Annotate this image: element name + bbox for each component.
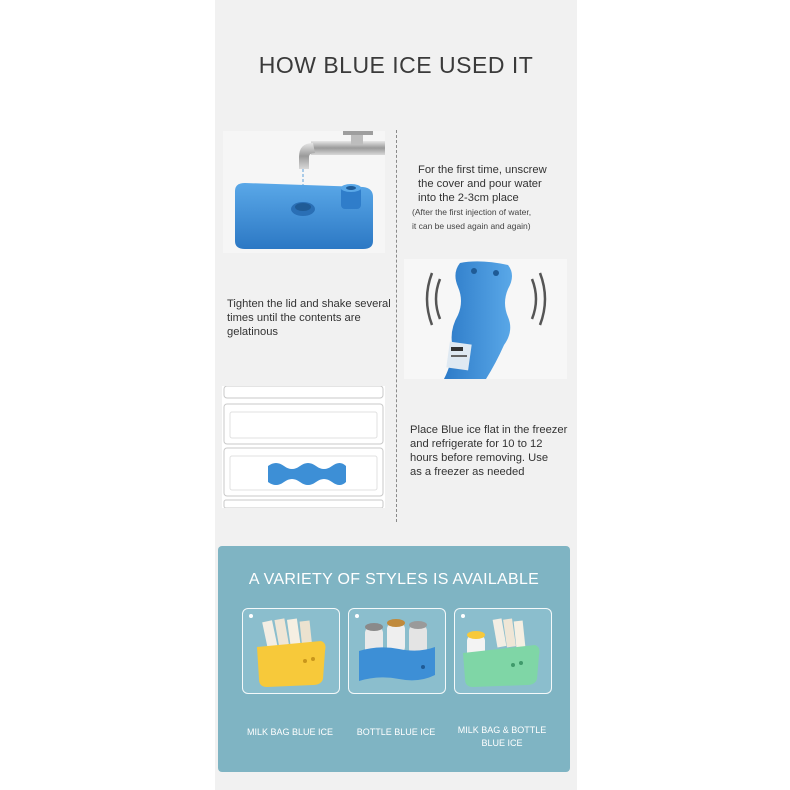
bottle-ice-icon — [349, 609, 445, 693]
variety-section — [218, 546, 570, 772]
step3-image — [222, 386, 385, 508]
style-label-milk-bag-bottle: MILK BAG & BOTTLE BLUE ICE — [457, 725, 547, 748]
style-label-milk-bag: MILK BAG BLUE ICE — [246, 727, 334, 737]
card-dot — [461, 614, 465, 618]
freezer-drawer-icon — [222, 386, 385, 508]
milk-bag-bottle-ice-icon — [455, 609, 551, 693]
dashed-divider — [396, 130, 397, 522]
step1-note: (After the first injection of water, it can be used again and again) — [412, 207, 532, 231]
card-dot — [249, 614, 253, 618]
step2-image — [404, 259, 567, 379]
step3-text: Place Blue ice flat in the freezer and refrigerate for 10 to 12 hours before removing. Use as a freezer as needed — [410, 424, 568, 478]
style-label-bottle: BOTTLE BLUE ICE — [356, 727, 436, 737]
page-title: HOW BLUE ICE USED IT — [258, 52, 534, 78]
style-card-milk-bag[interactable] — [242, 608, 340, 694]
card-dot — [355, 614, 359, 618]
step2-text: Tighten the lid and shake several times until the contents are gelatinous — [227, 298, 391, 338]
style-card-milk-bag-bottle[interactable] — [454, 608, 552, 694]
milk-bag-ice-icon — [243, 609, 339, 693]
step1-image — [223, 131, 385, 253]
faucet-pouring-icon — [223, 131, 385, 253]
step1-text: For the first time, unscrew the cover and pour water into the 2-3cm place — [418, 164, 547, 204]
style-card-bottle[interactable] — [348, 608, 446, 694]
shaking-ice-icon — [404, 259, 567, 379]
variety-title: A VARIETY OF STYLES IS AVAILABLE — [248, 571, 540, 588]
